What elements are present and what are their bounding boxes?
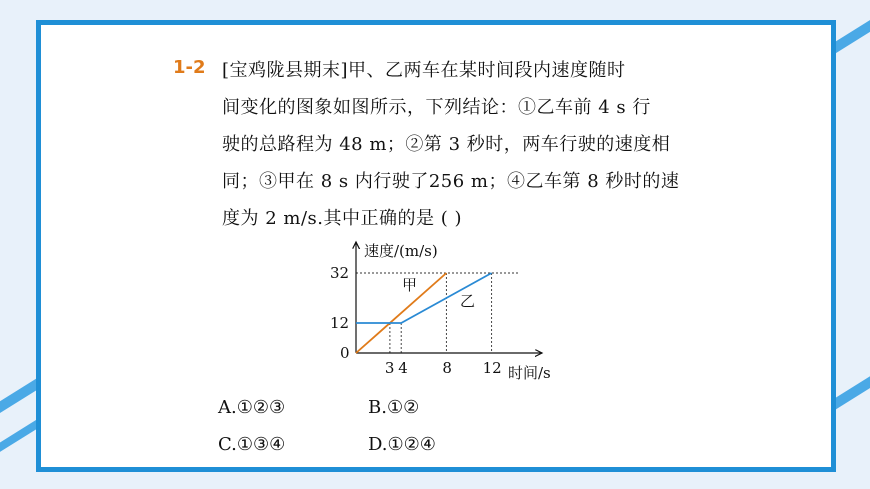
question-line-1: [宝鸡陇县期末]甲、乙两车在某时间段内速度随时 (222, 60, 626, 81)
series-label-jia: 甲 (402, 276, 418, 294)
x-tick-label: 3 (384, 359, 395, 377)
y-tick-label: 32 (330, 264, 350, 282)
question-line-4: 同；③甲在 8 s 内行驶了256 m；④乙车第 8 秒时的速 (222, 171, 680, 192)
speed-time-chart (320, 236, 580, 386)
question-line-5: 度为 2 m/s.其中正确的是 ( ) (222, 208, 462, 229)
y-tick-label: 12 (330, 314, 350, 332)
option-c[interactable]: C.①③④ (218, 434, 286, 455)
series-label-yi: 乙 (460, 292, 476, 310)
question-line-3: 驶的总路程为 48 m；②第 3 秒时，两车行驶的速度相 (222, 134, 671, 155)
x-tick-label: 12 (482, 359, 502, 377)
option-a[interactable]: A.①②③ (218, 397, 286, 418)
question-number: 1-2 (173, 57, 206, 78)
option-b[interactable]: B.①② (368, 397, 420, 418)
x-tick-label: 8 (442, 359, 452, 377)
x-axis-label: 时间/s (508, 364, 551, 382)
option-d[interactable]: D.①②④ (368, 434, 436, 455)
question-line-2: 间变化的图象如图所示，下列结论：①乙车前 4 s 行 (222, 97, 651, 118)
x-tick-label: 4 (398, 359, 408, 377)
origin-label: 0 (340, 344, 350, 362)
y-axis-label: 速度/(m/s) (364, 242, 438, 260)
